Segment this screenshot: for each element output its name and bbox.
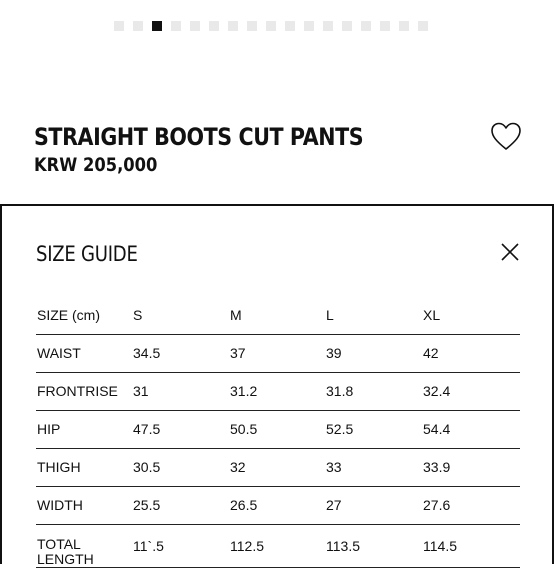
carousel-dot[interactable] <box>342 21 352 31</box>
carousel-dot[interactable] <box>285 21 295 31</box>
carousel-dot[interactable] <box>323 21 333 31</box>
table-cell: 42 <box>422 334 520 372</box>
close-button[interactable] <box>498 240 522 264</box>
size-guide-title: SIZE GUIDE <box>36 242 138 266</box>
carousel-dot[interactable] <box>266 21 276 31</box>
close-icon <box>498 240 522 264</box>
carousel-dot[interactable] <box>399 21 409 31</box>
table-cell: 32.4 <box>422 372 520 410</box>
table-cell: 37 <box>229 334 325 372</box>
table-cell: 112.5 <box>229 524 325 567</box>
table-cell: 33 <box>325 448 422 486</box>
carousel-dot[interactable] <box>228 21 238 31</box>
table-cell: 25.5 <box>132 486 229 524</box>
row-label: WAIST <box>36 334 132 372</box>
heart-icon[interactable] <box>490 121 522 153</box>
table-cell: 11`.5 <box>132 524 229 567</box>
table-row <box>36 448 520 486</box>
table-cell: 52.5 <box>325 410 422 448</box>
column-header: XL <box>422 296 520 334</box>
column-header: M <box>229 296 325 334</box>
table-row <box>36 524 520 567</box>
table-cell: 27 <box>325 486 422 524</box>
table-cell: 50.5 <box>229 410 325 448</box>
table-row <box>36 372 520 410</box>
heart-outline-icon <box>490 121 522 153</box>
table-cell: 114.5 <box>422 524 520 567</box>
row-label: THIGH <box>36 448 132 486</box>
table-cell: 30.5 <box>132 448 229 486</box>
table-cell: 27.6 <box>422 486 520 524</box>
carousel-dot[interactable] <box>171 21 181 31</box>
table-cell: 33.9 <box>422 448 520 486</box>
size-table <box>36 296 520 568</box>
table-cell: 47.5 <box>132 410 229 448</box>
column-header: S <box>132 296 229 334</box>
row-label: TOTAL LENGTH <box>36 524 132 567</box>
table-cell: 31 <box>132 372 229 410</box>
table-cell: 31.8 <box>325 372 422 410</box>
carousel-dot[interactable] <box>114 21 124 31</box>
table-cell: 39 <box>325 334 422 372</box>
table-row <box>36 334 520 372</box>
product-price: KRW 205,000 <box>34 154 158 176</box>
row-label: WIDTH <box>36 486 132 524</box>
table-cell: 113.5 <box>325 524 422 567</box>
table-cell: 31.2 <box>229 372 325 410</box>
carousel-dot[interactable] <box>152 21 162 31</box>
carousel-dot[interactable] <box>133 21 143 31</box>
product-title: STRAIGHT BOOTS CUT PANTS <box>34 123 364 151</box>
carousel-dot[interactable] <box>209 21 219 31</box>
table-row <box>36 410 520 448</box>
column-header: SIZE (cm) <box>36 296 132 334</box>
row-label: FRONTRISE <box>36 372 132 410</box>
table-cell: 32 <box>229 448 325 486</box>
carousel-dot[interactable] <box>247 21 257 31</box>
table-cell: 34.5 <box>132 334 229 372</box>
table-header-row <box>36 296 520 334</box>
row-label: HIP <box>36 410 132 448</box>
carousel-dot[interactable] <box>361 21 371 31</box>
carousel-dot[interactable] <box>190 21 200 31</box>
carousel-dot[interactable] <box>304 21 314 31</box>
table-row <box>36 486 520 524</box>
carousel-dot[interactable] <box>418 21 428 31</box>
carousel-dot[interactable] <box>380 21 390 31</box>
table-cell: 26.5 <box>229 486 325 524</box>
table-cell: 54.4 <box>422 410 520 448</box>
carousel-pagination <box>114 21 428 31</box>
column-header: L <box>325 296 422 334</box>
size-guide-modal <box>0 204 554 567</box>
